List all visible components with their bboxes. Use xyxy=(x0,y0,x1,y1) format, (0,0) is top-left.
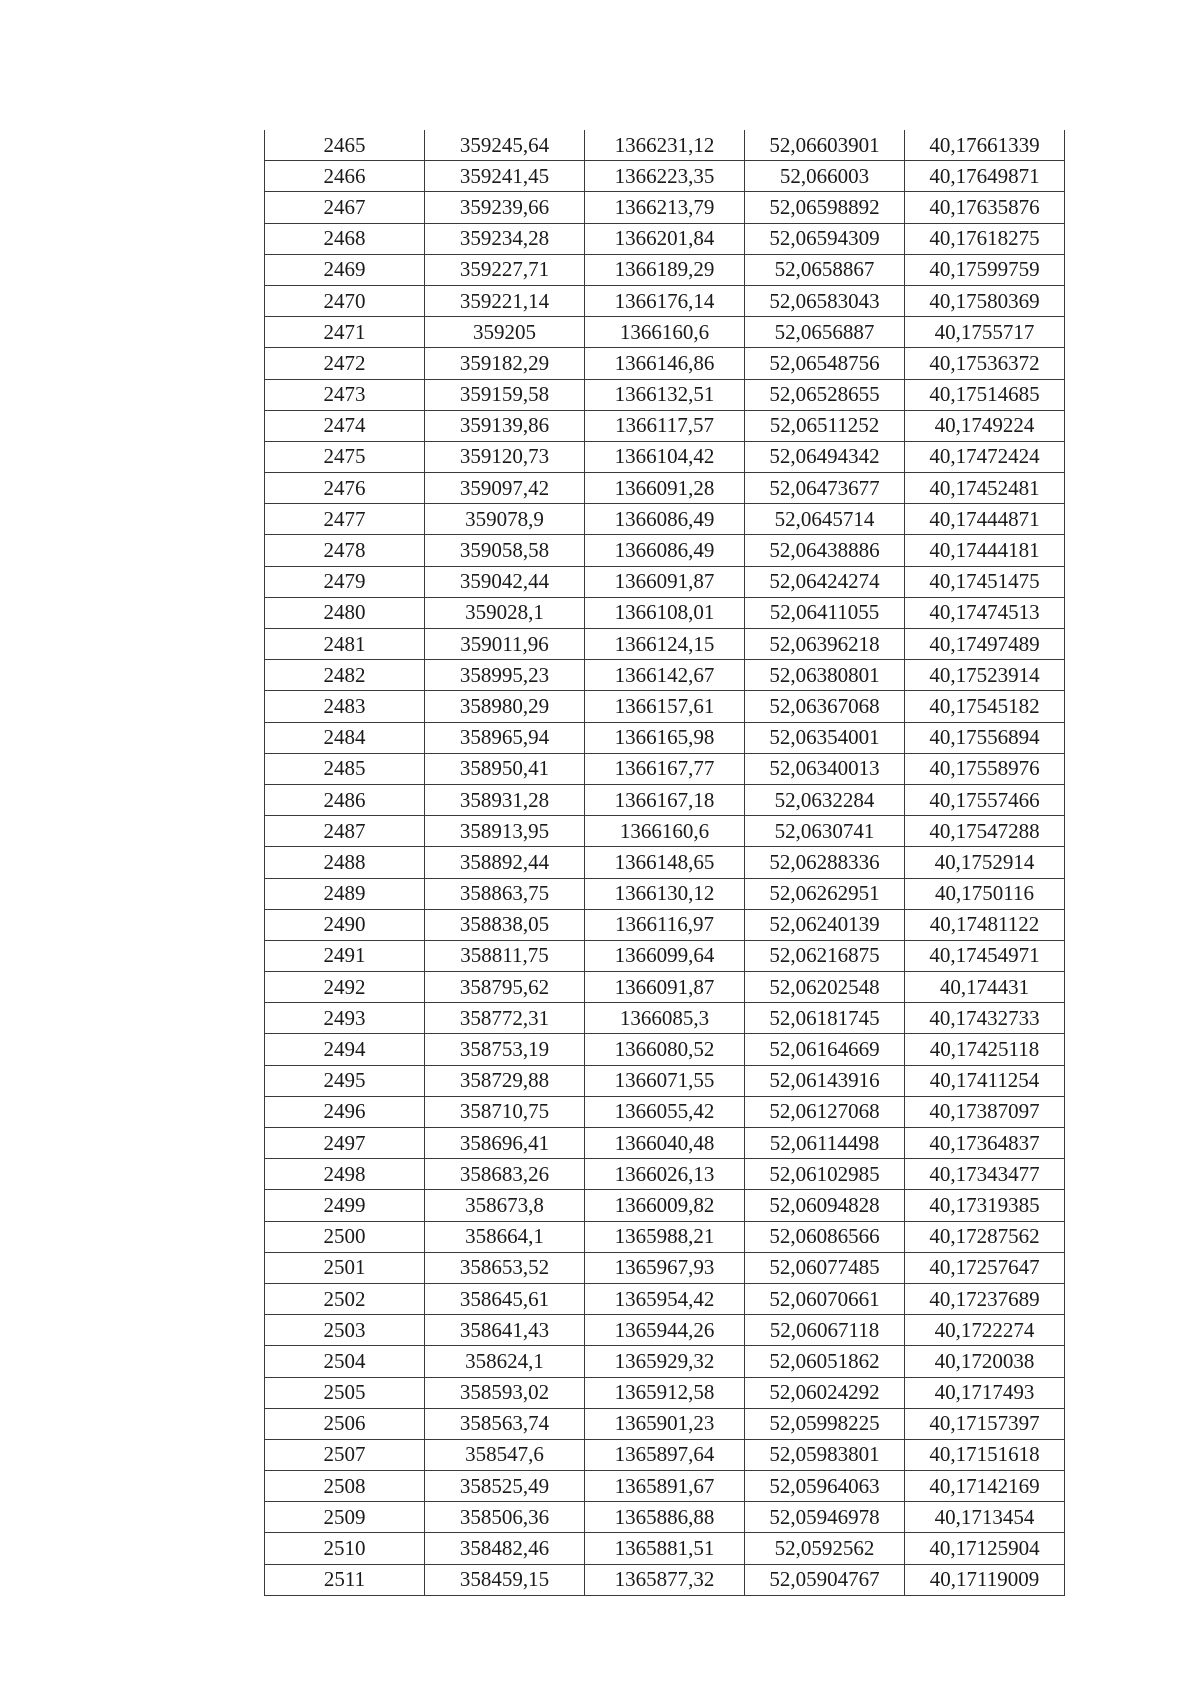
table-row xyxy=(265,816,1065,847)
longitude-cell: 40,1717493 xyxy=(905,1377,1065,1408)
point-number-cell: 2502 xyxy=(265,1283,425,1314)
latitude-cell: 52,06340013 xyxy=(745,753,905,784)
x-coordinate-cell: 359159,58 xyxy=(425,379,585,410)
latitude-cell: 52,05983801 xyxy=(745,1439,905,1470)
latitude-cell: 52,06262951 xyxy=(745,878,905,909)
point-number-cell: 2505 xyxy=(265,1377,425,1408)
y-coordinate-cell: 1365929,32 xyxy=(585,1346,745,1377)
y-coordinate-cell: 1366213,79 xyxy=(585,192,745,223)
table-row xyxy=(265,784,1065,815)
longitude-cell: 40,17387097 xyxy=(905,1096,1065,1127)
y-coordinate-cell: 1365988,21 xyxy=(585,1221,745,1252)
point-number-cell: 2483 xyxy=(265,691,425,722)
y-coordinate-cell: 1365877,32 xyxy=(585,1564,745,1595)
latitude-cell: 52,0656887 xyxy=(745,317,905,348)
y-coordinate-cell: 1366142,67 xyxy=(585,660,745,691)
point-number-cell: 2511 xyxy=(265,1564,425,1595)
longitude-cell: 40,17545182 xyxy=(905,691,1065,722)
latitude-cell: 52,06424274 xyxy=(745,566,905,597)
x-coordinate-cell: 359182,29 xyxy=(425,348,585,379)
y-coordinate-cell: 1366099,64 xyxy=(585,940,745,971)
point-number-cell: 2478 xyxy=(265,535,425,566)
x-coordinate-cell: 358913,95 xyxy=(425,816,585,847)
y-coordinate-cell: 1365891,67 xyxy=(585,1471,745,1502)
table-row xyxy=(265,161,1065,192)
latitude-cell: 52,06202548 xyxy=(745,972,905,1003)
table-row xyxy=(265,566,1065,597)
table-row xyxy=(265,1408,1065,1439)
y-coordinate-cell: 1366091,87 xyxy=(585,972,745,1003)
point-number-cell: 2469 xyxy=(265,254,425,285)
x-coordinate-cell: 359139,86 xyxy=(425,410,585,441)
table-row xyxy=(265,1533,1065,1564)
longitude-cell: 40,17452481 xyxy=(905,473,1065,504)
y-coordinate-cell: 1365886,88 xyxy=(585,1502,745,1533)
point-number-cell: 2480 xyxy=(265,597,425,628)
longitude-cell: 40,17425118 xyxy=(905,1034,1065,1065)
point-number-cell: 2499 xyxy=(265,1190,425,1221)
x-coordinate-cell: 358547,6 xyxy=(425,1439,585,1470)
point-number-cell: 2485 xyxy=(265,753,425,784)
y-coordinate-cell: 1365954,42 xyxy=(585,1283,745,1314)
longitude-cell: 40,1720038 xyxy=(905,1346,1065,1377)
latitude-cell: 52,066003 xyxy=(745,161,905,192)
y-coordinate-cell: 1366160,6 xyxy=(585,317,745,348)
table-row xyxy=(265,1096,1065,1127)
latitude-cell: 52,06114498 xyxy=(745,1128,905,1159)
latitude-cell: 52,06603901 xyxy=(745,130,905,161)
latitude-cell: 52,06354001 xyxy=(745,722,905,753)
longitude-cell: 40,17481122 xyxy=(905,909,1065,940)
latitude-cell: 52,06288336 xyxy=(745,847,905,878)
point-number-cell: 2492 xyxy=(265,972,425,1003)
longitude-cell: 40,1713454 xyxy=(905,1502,1065,1533)
latitude-cell: 52,05904767 xyxy=(745,1564,905,1595)
table-row xyxy=(265,130,1065,161)
longitude-cell: 40,17523914 xyxy=(905,660,1065,691)
longitude-cell: 40,17444871 xyxy=(905,504,1065,535)
y-coordinate-cell: 1366104,42 xyxy=(585,441,745,472)
latitude-cell: 52,06411055 xyxy=(745,597,905,628)
x-coordinate-cell: 359011,96 xyxy=(425,629,585,660)
latitude-cell: 52,06067118 xyxy=(745,1315,905,1346)
point-number-cell: 2506 xyxy=(265,1408,425,1439)
y-coordinate-cell: 1366055,42 xyxy=(585,1096,745,1127)
latitude-cell: 52,0632284 xyxy=(745,784,905,815)
x-coordinate-cell: 358593,02 xyxy=(425,1377,585,1408)
latitude-cell: 52,06127068 xyxy=(745,1096,905,1127)
x-coordinate-cell: 359221,14 xyxy=(425,285,585,316)
table-row xyxy=(265,972,1065,1003)
table-row xyxy=(265,1283,1065,1314)
latitude-cell: 52,06594309 xyxy=(745,223,905,254)
latitude-cell: 52,06583043 xyxy=(745,285,905,316)
point-number-cell: 2510 xyxy=(265,1533,425,1564)
x-coordinate-cell: 358653,52 xyxy=(425,1252,585,1283)
x-coordinate-cell: 358459,15 xyxy=(425,1564,585,1595)
point-number-cell: 2465 xyxy=(265,130,425,161)
table-row xyxy=(265,1159,1065,1190)
table-row xyxy=(265,722,1065,753)
latitude-cell: 52,06548756 xyxy=(745,348,905,379)
table-row xyxy=(265,1315,1065,1346)
longitude-cell: 40,17119009 xyxy=(905,1564,1065,1595)
longitude-cell: 40,17497489 xyxy=(905,629,1065,660)
y-coordinate-cell: 1366117,57 xyxy=(585,410,745,441)
table-row xyxy=(265,441,1065,472)
table-row xyxy=(265,473,1065,504)
x-coordinate-cell: 358995,23 xyxy=(425,660,585,691)
x-coordinate-cell: 359239,66 xyxy=(425,192,585,223)
longitude-cell: 40,17472424 xyxy=(905,441,1065,472)
longitude-cell: 40,17580369 xyxy=(905,285,1065,316)
longitude-cell: 40,17237689 xyxy=(905,1283,1065,1314)
longitude-cell: 40,17287562 xyxy=(905,1221,1065,1252)
x-coordinate-cell: 358645,61 xyxy=(425,1283,585,1314)
x-coordinate-cell: 359234,28 xyxy=(425,223,585,254)
point-number-cell: 2493 xyxy=(265,1003,425,1034)
table-row xyxy=(265,348,1065,379)
latitude-cell: 52,06216875 xyxy=(745,940,905,971)
point-number-cell: 2474 xyxy=(265,410,425,441)
point-number-cell: 2495 xyxy=(265,1065,425,1096)
y-coordinate-cell: 1365912,58 xyxy=(585,1377,745,1408)
table-row xyxy=(265,254,1065,285)
y-coordinate-cell: 1366201,84 xyxy=(585,223,745,254)
y-coordinate-cell: 1366116,97 xyxy=(585,909,745,940)
table-row xyxy=(265,940,1065,971)
longitude-cell: 40,17319385 xyxy=(905,1190,1065,1221)
table-row xyxy=(265,1439,1065,1470)
y-coordinate-cell: 1366223,35 xyxy=(585,161,745,192)
longitude-cell: 40,17444181 xyxy=(905,535,1065,566)
y-coordinate-cell: 1366026,13 xyxy=(585,1159,745,1190)
longitude-cell: 40,1749224 xyxy=(905,410,1065,441)
latitude-cell: 52,06511252 xyxy=(745,410,905,441)
y-coordinate-cell: 1366085,3 xyxy=(585,1003,745,1034)
table-row xyxy=(265,1471,1065,1502)
latitude-cell: 52,0592562 xyxy=(745,1533,905,1564)
table-row xyxy=(265,660,1065,691)
x-coordinate-cell: 359245,64 xyxy=(425,130,585,161)
longitude-cell: 40,174431 xyxy=(905,972,1065,1003)
x-coordinate-cell: 358753,19 xyxy=(425,1034,585,1065)
point-number-cell: 2501 xyxy=(265,1252,425,1283)
x-coordinate-cell: 359205 xyxy=(425,317,585,348)
x-coordinate-cell: 358683,26 xyxy=(425,1159,585,1190)
latitude-cell: 52,06077485 xyxy=(745,1252,905,1283)
table-row xyxy=(265,753,1065,784)
latitude-cell: 52,06494342 xyxy=(745,441,905,472)
longitude-cell: 40,17618275 xyxy=(905,223,1065,254)
point-number-cell: 2500 xyxy=(265,1221,425,1252)
x-coordinate-cell: 358710,75 xyxy=(425,1096,585,1127)
x-coordinate-cell: 358863,75 xyxy=(425,878,585,909)
table-row xyxy=(265,1221,1065,1252)
y-coordinate-cell: 1366148,65 xyxy=(585,847,745,878)
latitude-cell: 52,06528655 xyxy=(745,379,905,410)
point-number-cell: 2476 xyxy=(265,473,425,504)
y-coordinate-cell: 1366157,61 xyxy=(585,691,745,722)
point-number-cell: 2477 xyxy=(265,504,425,535)
table-row xyxy=(265,878,1065,909)
table-row xyxy=(265,597,1065,628)
longitude-cell: 40,17257647 xyxy=(905,1252,1065,1283)
table-row xyxy=(265,1252,1065,1283)
x-coordinate-cell: 358950,41 xyxy=(425,753,585,784)
latitude-cell: 52,06438886 xyxy=(745,535,905,566)
y-coordinate-cell: 1365897,64 xyxy=(585,1439,745,1470)
latitude-cell: 52,06070661 xyxy=(745,1283,905,1314)
table-row xyxy=(265,1190,1065,1221)
latitude-cell: 52,06473677 xyxy=(745,473,905,504)
point-number-cell: 2467 xyxy=(265,192,425,223)
x-coordinate-cell: 359058,58 xyxy=(425,535,585,566)
point-number-cell: 2479 xyxy=(265,566,425,597)
longitude-cell: 40,17536372 xyxy=(905,348,1065,379)
latitude-cell: 52,06094828 xyxy=(745,1190,905,1221)
y-coordinate-cell: 1365901,23 xyxy=(585,1408,745,1439)
y-coordinate-cell: 1366146,86 xyxy=(585,348,745,379)
point-number-cell: 2473 xyxy=(265,379,425,410)
x-coordinate-cell: 359078,9 xyxy=(425,504,585,535)
longitude-cell: 40,17556894 xyxy=(905,722,1065,753)
x-coordinate-cell: 358729,88 xyxy=(425,1065,585,1096)
point-number-cell: 2504 xyxy=(265,1346,425,1377)
table-row xyxy=(265,847,1065,878)
point-number-cell: 2496 xyxy=(265,1096,425,1127)
point-number-cell: 2498 xyxy=(265,1159,425,1190)
latitude-cell: 52,06164669 xyxy=(745,1034,905,1065)
table-row xyxy=(265,192,1065,223)
longitude-cell: 40,17151618 xyxy=(905,1439,1065,1470)
y-coordinate-cell: 1366132,51 xyxy=(585,379,745,410)
longitude-cell: 40,17454971 xyxy=(905,940,1065,971)
y-coordinate-cell: 1366130,12 xyxy=(585,878,745,909)
longitude-cell: 40,17635876 xyxy=(905,192,1065,223)
table-row xyxy=(265,285,1065,316)
y-coordinate-cell: 1366091,87 xyxy=(585,566,745,597)
y-coordinate-cell: 1366009,82 xyxy=(585,1190,745,1221)
latitude-cell: 52,06181745 xyxy=(745,1003,905,1034)
x-coordinate-cell: 359120,73 xyxy=(425,441,585,472)
latitude-cell: 52,06396218 xyxy=(745,629,905,660)
longitude-cell: 40,17432733 xyxy=(905,1003,1065,1034)
y-coordinate-cell: 1366176,14 xyxy=(585,285,745,316)
point-number-cell: 2497 xyxy=(265,1128,425,1159)
longitude-cell: 40,17125904 xyxy=(905,1533,1065,1564)
point-number-cell: 2488 xyxy=(265,847,425,878)
y-coordinate-cell: 1366167,18 xyxy=(585,784,745,815)
table-row xyxy=(265,1034,1065,1065)
x-coordinate-cell: 359241,45 xyxy=(425,161,585,192)
x-coordinate-cell: 358931,28 xyxy=(425,784,585,815)
latitude-cell: 52,06051862 xyxy=(745,1346,905,1377)
longitude-cell: 40,17514685 xyxy=(905,379,1065,410)
table-row xyxy=(265,629,1065,660)
table-row xyxy=(265,1377,1065,1408)
x-coordinate-cell: 359042,44 xyxy=(425,566,585,597)
x-coordinate-cell: 358624,1 xyxy=(425,1346,585,1377)
table-row xyxy=(265,1065,1065,1096)
y-coordinate-cell: 1366124,15 xyxy=(585,629,745,660)
coordinates-table xyxy=(264,130,1065,1596)
x-coordinate-cell: 359227,71 xyxy=(425,254,585,285)
point-number-cell: 2475 xyxy=(265,441,425,472)
coordinates-table-body xyxy=(265,130,1065,1595)
point-number-cell: 2482 xyxy=(265,660,425,691)
latitude-cell: 52,05946978 xyxy=(745,1502,905,1533)
longitude-cell: 40,17157397 xyxy=(905,1408,1065,1439)
y-coordinate-cell: 1366080,52 xyxy=(585,1034,745,1065)
point-number-cell: 2491 xyxy=(265,940,425,971)
table-row xyxy=(265,1564,1065,1595)
table-row xyxy=(265,504,1065,535)
longitude-cell: 40,1752914 xyxy=(905,847,1065,878)
latitude-cell: 52,05998225 xyxy=(745,1408,905,1439)
x-coordinate-cell: 358696,41 xyxy=(425,1128,585,1159)
x-coordinate-cell: 358892,44 xyxy=(425,847,585,878)
y-coordinate-cell: 1366108,01 xyxy=(585,597,745,628)
y-coordinate-cell: 1366189,29 xyxy=(585,254,745,285)
y-coordinate-cell: 1366091,28 xyxy=(585,473,745,504)
x-coordinate-cell: 358563,74 xyxy=(425,1408,585,1439)
y-coordinate-cell: 1366231,12 xyxy=(585,130,745,161)
y-coordinate-cell: 1365881,51 xyxy=(585,1533,745,1564)
table-row xyxy=(265,1346,1065,1377)
y-coordinate-cell: 1366086,49 xyxy=(585,535,745,566)
latitude-cell: 52,06380801 xyxy=(745,660,905,691)
y-coordinate-cell: 1366071,55 xyxy=(585,1065,745,1096)
x-coordinate-cell: 358980,29 xyxy=(425,691,585,722)
x-coordinate-cell: 358641,43 xyxy=(425,1315,585,1346)
x-coordinate-cell: 359028,1 xyxy=(425,597,585,628)
table-row xyxy=(265,317,1065,348)
table-row xyxy=(265,1502,1065,1533)
x-coordinate-cell: 358482,46 xyxy=(425,1533,585,1564)
y-coordinate-cell: 1365944,26 xyxy=(585,1315,745,1346)
table-row xyxy=(265,1128,1065,1159)
y-coordinate-cell: 1366167,77 xyxy=(585,753,745,784)
latitude-cell: 52,06102985 xyxy=(745,1159,905,1190)
x-coordinate-cell: 358965,94 xyxy=(425,722,585,753)
table-row xyxy=(265,410,1065,441)
x-coordinate-cell: 358673,8 xyxy=(425,1190,585,1221)
latitude-cell: 52,06086566 xyxy=(745,1221,905,1252)
longitude-cell: 40,17142169 xyxy=(905,1471,1065,1502)
x-coordinate-cell: 358506,36 xyxy=(425,1502,585,1533)
y-coordinate-cell: 1366160,6 xyxy=(585,816,745,847)
y-coordinate-cell: 1366165,98 xyxy=(585,722,745,753)
table-row xyxy=(265,535,1065,566)
point-number-cell: 2470 xyxy=(265,285,425,316)
longitude-cell: 40,17343477 xyxy=(905,1159,1065,1190)
longitude-cell: 40,1755717 xyxy=(905,317,1065,348)
point-number-cell: 2472 xyxy=(265,348,425,379)
point-number-cell: 2468 xyxy=(265,223,425,254)
longitude-cell: 40,17661339 xyxy=(905,130,1065,161)
latitude-cell: 52,06367068 xyxy=(745,691,905,722)
x-coordinate-cell: 358772,31 xyxy=(425,1003,585,1034)
point-number-cell: 2507 xyxy=(265,1439,425,1470)
longitude-cell: 40,17411254 xyxy=(905,1065,1065,1096)
latitude-cell: 52,06598892 xyxy=(745,192,905,223)
longitude-cell: 40,1750116 xyxy=(905,878,1065,909)
x-coordinate-cell: 358838,05 xyxy=(425,909,585,940)
longitude-cell: 40,1722274 xyxy=(905,1315,1065,1346)
y-coordinate-cell: 1366040,48 xyxy=(585,1128,745,1159)
latitude-cell: 52,06143916 xyxy=(745,1065,905,1096)
point-number-cell: 2503 xyxy=(265,1315,425,1346)
y-coordinate-cell: 1366086,49 xyxy=(585,504,745,535)
x-coordinate-cell: 359097,42 xyxy=(425,473,585,504)
point-number-cell: 2486 xyxy=(265,784,425,815)
x-coordinate-cell: 358811,75 xyxy=(425,940,585,971)
point-number-cell: 2484 xyxy=(265,722,425,753)
y-coordinate-cell: 1365967,93 xyxy=(585,1252,745,1283)
latitude-cell: 52,0645714 xyxy=(745,504,905,535)
longitude-cell: 40,17557466 xyxy=(905,784,1065,815)
x-coordinate-cell: 358795,62 xyxy=(425,972,585,1003)
point-number-cell: 2466 xyxy=(265,161,425,192)
point-number-cell: 2471 xyxy=(265,317,425,348)
x-coordinate-cell: 358664,1 xyxy=(425,1221,585,1252)
latitude-cell: 52,0630741 xyxy=(745,816,905,847)
table-row xyxy=(265,223,1065,254)
point-number-cell: 2494 xyxy=(265,1034,425,1065)
longitude-cell: 40,17599759 xyxy=(905,254,1065,285)
longitude-cell: 40,17474513 xyxy=(905,597,1065,628)
point-number-cell: 2490 xyxy=(265,909,425,940)
table-row xyxy=(265,691,1065,722)
point-number-cell: 2509 xyxy=(265,1502,425,1533)
latitude-cell: 52,06024292 xyxy=(745,1377,905,1408)
longitude-cell: 40,17558976 xyxy=(905,753,1065,784)
longitude-cell: 40,17451475 xyxy=(905,566,1065,597)
point-number-cell: 2508 xyxy=(265,1471,425,1502)
table-row xyxy=(265,909,1065,940)
point-number-cell: 2489 xyxy=(265,878,425,909)
table-row xyxy=(265,379,1065,410)
table-row xyxy=(265,1003,1065,1034)
point-number-cell: 2487 xyxy=(265,816,425,847)
x-coordinate-cell: 358525,49 xyxy=(425,1471,585,1502)
longitude-cell: 40,17547288 xyxy=(905,816,1065,847)
latitude-cell: 52,06240139 xyxy=(745,909,905,940)
longitude-cell: 40,17364837 xyxy=(905,1128,1065,1159)
point-number-cell: 2481 xyxy=(265,629,425,660)
longitude-cell: 40,17649871 xyxy=(905,161,1065,192)
latitude-cell: 52,0658867 xyxy=(745,254,905,285)
latitude-cell: 52,05964063 xyxy=(745,1471,905,1502)
